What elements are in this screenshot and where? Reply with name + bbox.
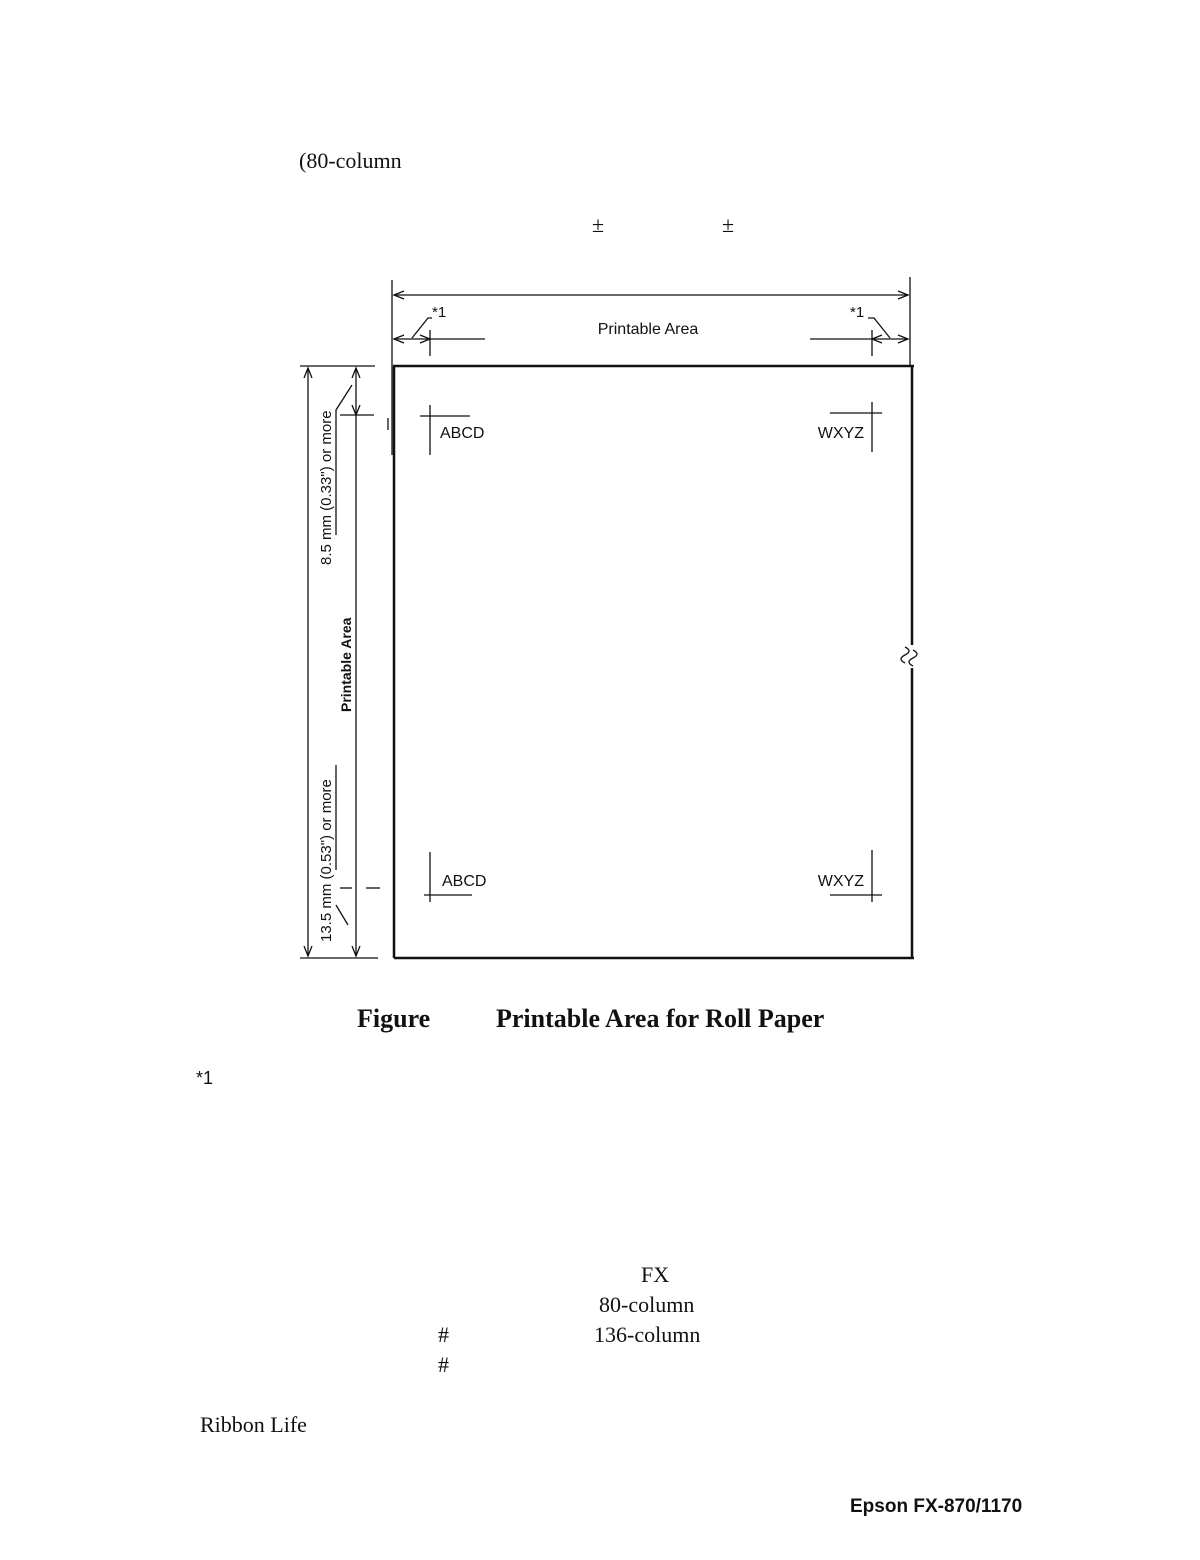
sample-text-bottom-right: WXYZ — [817, 873, 864, 890]
footnote-leader — [868, 318, 890, 338]
figure-caption-label: Figure — [357, 1004, 431, 1033]
break-mark — [901, 647, 909, 663]
footnote-marker-right: *1 — [850, 304, 865, 321]
table-cell-hash: # — [438, 1352, 449, 1377]
table-cell-hash: # — [438, 1322, 449, 1347]
table-cell-80-column: 80-column — [599, 1292, 695, 1317]
bottom-margin-dimension-label: 13.5 mm (0.53") or more — [318, 779, 335, 942]
plus-minus-symbol: ± — [592, 212, 605, 237]
sample-text-bottom-left: ABCD — [442, 873, 487, 890]
break-mark — [909, 650, 917, 666]
plus-minus-symbol: ± — [722, 212, 735, 237]
section-heading-ribbon-life: Ribbon Life — [200, 1412, 307, 1437]
footnote-marker-left: *1 — [432, 304, 447, 321]
vertical-printable-label: Printable Area — [338, 617, 354, 712]
footer-product-name: Epson FX-870/1170 — [850, 1496, 1023, 1517]
footnote-marker: *1 — [196, 1068, 214, 1088]
top-margin-leader — [336, 385, 352, 535]
table-header-fx: FX — [641, 1262, 670, 1287]
bottom-margin-leader — [336, 905, 348, 925]
figure-caption-title: Printable Area for Roll Paper — [496, 1004, 825, 1033]
sample-text-top-left: ABCD — [440, 425, 485, 442]
horizontal-printable-label: Printable Area — [597, 321, 699, 338]
table-cell-136-column: 136-column — [594, 1322, 701, 1347]
top-margin-dimension-label: 8.5 mm (0.33") or more — [318, 410, 335, 565]
column-fragment-text: (80-column — [299, 148, 402, 173]
sample-text-top-right: WXYZ — [817, 425, 864, 442]
footnote-leader — [412, 318, 432, 338]
